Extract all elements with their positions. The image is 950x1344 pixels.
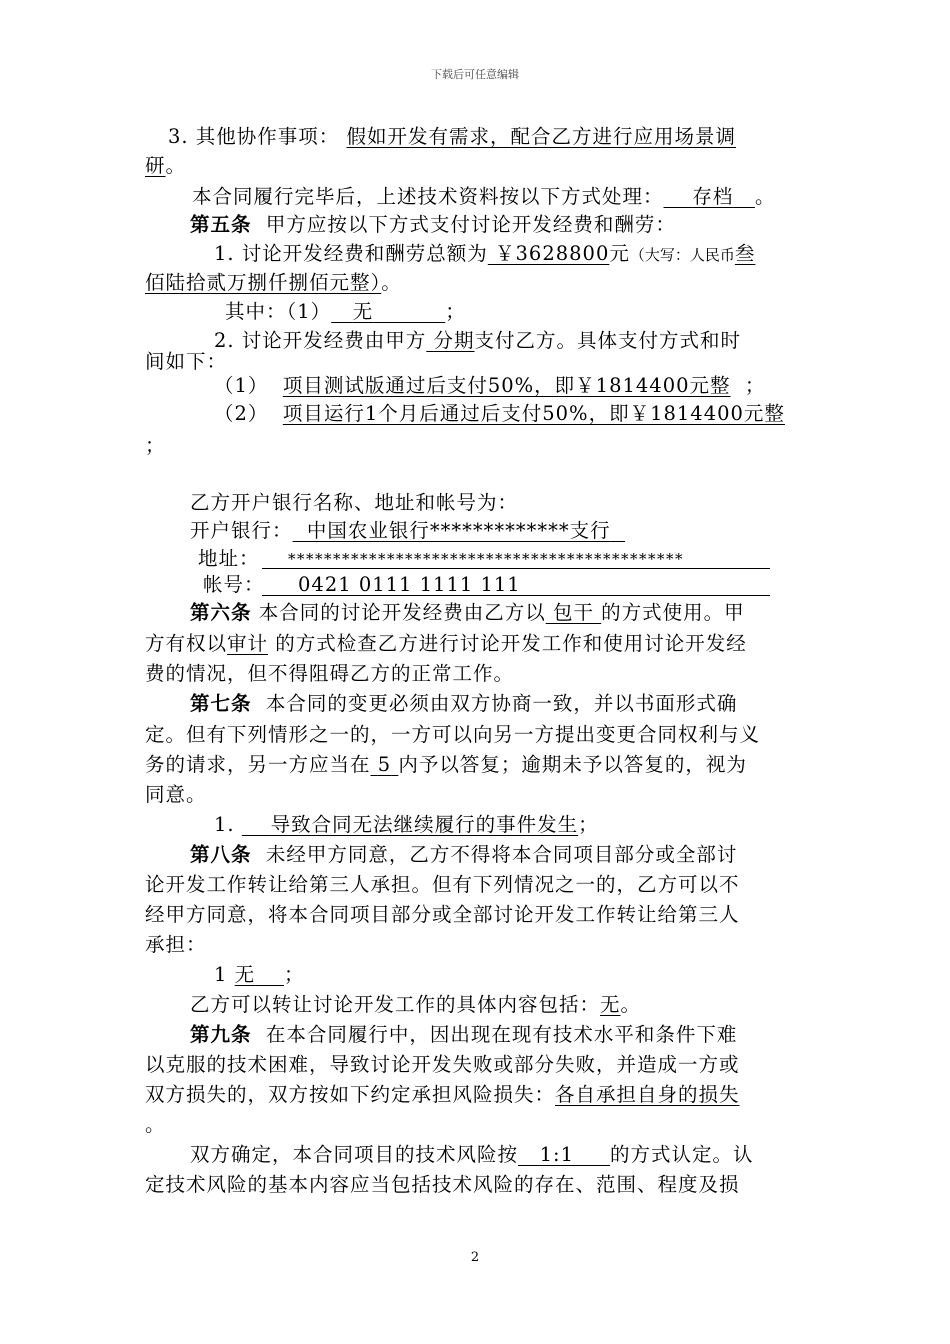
address-underline (262, 568, 770, 569)
line-19: 费的情况，但不得阻碍乙方的正常工作。 (145, 662, 515, 685)
line-24: 1. 导致合同无法继续履行的事件发生； (214, 813, 599, 836)
line-among: 其中：（1） 无 ； (225, 300, 466, 323)
line-total-amount: 1. 讨论开发经费和酬劳总额为 ￥3628800元（大写：人民币叁 (214, 242, 756, 265)
underlined-field: 1:1 (539, 1143, 575, 1166)
article-title: 第五条 (190, 213, 252, 236)
line-35: 双方确定，本合同项目的技术风险按 1:1 的方式认定。认 (190, 1143, 754, 1166)
account-value: 0421 0111 1111 111 (298, 573, 521, 596)
line-payment-2: （2） 项目运行1个月后通过后支付50%，即￥1814400元整 (214, 402, 785, 425)
line-18: 方有权以审计 的方式检查乙方进行讨论开发工作和使用讨论开发经 (145, 632, 747, 655)
line-payment-method: 2. 讨论开发经费由甲方 分期支付乙方。具体支付方式和时 (214, 329, 742, 352)
underlined-field: 审计 (227, 632, 269, 655)
article-title: 第九条 (190, 1023, 252, 1046)
line-2: 研。 (145, 154, 187, 177)
line-28: 承担： (145, 933, 207, 956)
underlined-field: 各自承担自身的损失 (555, 1083, 740, 1106)
line-amount-words: 佰陆拾贰万捌仟捌佰元整）。 (145, 271, 402, 294)
underlined-field: 分期 (433, 329, 475, 352)
underlined-field: 无 (600, 993, 621, 1016)
line-29: 1 无 ； (214, 963, 305, 986)
underlined-field: 包干 (552, 601, 594, 624)
line-21: 定。但有下列情形之一的，一方可以向另一方提出变更合同权利与义 (145, 723, 761, 746)
underlined-field: 导致合同无法继续履行的事件发生 (270, 813, 579, 836)
line-34: 。 (145, 1113, 166, 1136)
line-bank-intro: 乙方开户银行名称、地址和帐号为： (190, 491, 519, 514)
page-number: 2 (470, 1250, 480, 1265)
underlined-field: 假如开发有需求，配合乙方进行应用场景调 (346, 125, 737, 148)
article-title: 第六条 (190, 601, 252, 624)
line-other-cooperation: 3. 其他协作事项： 假如开发有需求，配合乙方进行应用场景调 (168, 125, 737, 148)
line-9: 间如下： (145, 350, 228, 373)
line-23: 同意。 (145, 783, 207, 806)
line-bank-name: 开户银行： 中国农业银行*************支行 (190, 518, 625, 544)
line-36: 定技术风险的基本内容应当包括技术风险的存在、范围、程度及损 (145, 1173, 740, 1196)
article-7: 第七条 本合同的变更必须由双方协商一致，并以书面形式确 (190, 692, 738, 715)
line-doc-handling: 本合同履行完毕后，上述技术资料按以下方式处理： 存档 。 (192, 185, 776, 208)
address-value: ******************************************** (288, 550, 684, 568)
underlined-field: 无 (352, 300, 374, 323)
article-9: 第九条 在本合同履行中，因出现在现有技术水平和条件下难 (190, 1023, 738, 1046)
bank-name-field: 中国农业银行*************支行 (306, 519, 611, 542)
line-32: 以克服的技术困难，导致讨论开发失败或部分失败，并造成一方或 (145, 1053, 740, 1076)
underlined-field: ￥3628800 (495, 242, 610, 265)
underlined-field: 项目测试版通过后支付50%，即￥1814400元整 (282, 374, 731, 397)
page-header: 下载后可任意编辑 (431, 68, 519, 81)
line-30: 乙方可以转让讨论开发工作的具体内容包括：无。 (190, 993, 642, 1016)
article-title: 第七条 (190, 692, 252, 715)
line-27: 经甲方同意，将本合同项目部分或全部讨论开发工作转让给第三人 (145, 903, 740, 926)
underlined-field: 无 (234, 963, 256, 986)
article-6: 第六条 本合同的讨论开发经费由乙方以 包干 的方式使用。甲 (190, 601, 745, 624)
line-22: 务的请求，另一方应当在 5 内予以答复；逾期未予以答复的，视为 (145, 753, 747, 776)
line-12: ； (145, 434, 166, 457)
line-account-label: 帐号： (203, 573, 265, 596)
line-address-label: 地址： (198, 547, 260, 570)
account-underline (262, 595, 770, 596)
underlined-field: 存档 (692, 185, 734, 208)
line-payment-1: （1） 项目测试版通过后支付50%，即￥1814400元整 ； (214, 374, 766, 397)
article-8: 第八条 未经甲方同意，乙方不得将本合同项目部分或全部讨 (190, 843, 738, 866)
article-5: 第五条 甲方应按以下方式支付讨论开发经费和酬劳： (190, 213, 676, 236)
line-33: 双方损失的，双方按如下约定承担风险损失：各自承担自身的损失 (145, 1083, 740, 1106)
article-title: 第八条 (190, 843, 252, 866)
underlined-field: 5 (377, 753, 392, 776)
line-26: 论开发工作转让给第三人承担。但有下列情况之一的，乙方可以不 (145, 873, 740, 896)
underlined-field: 项目运行1个月后通过后支付50%，即￥1814400元整 (282, 402, 785, 425)
